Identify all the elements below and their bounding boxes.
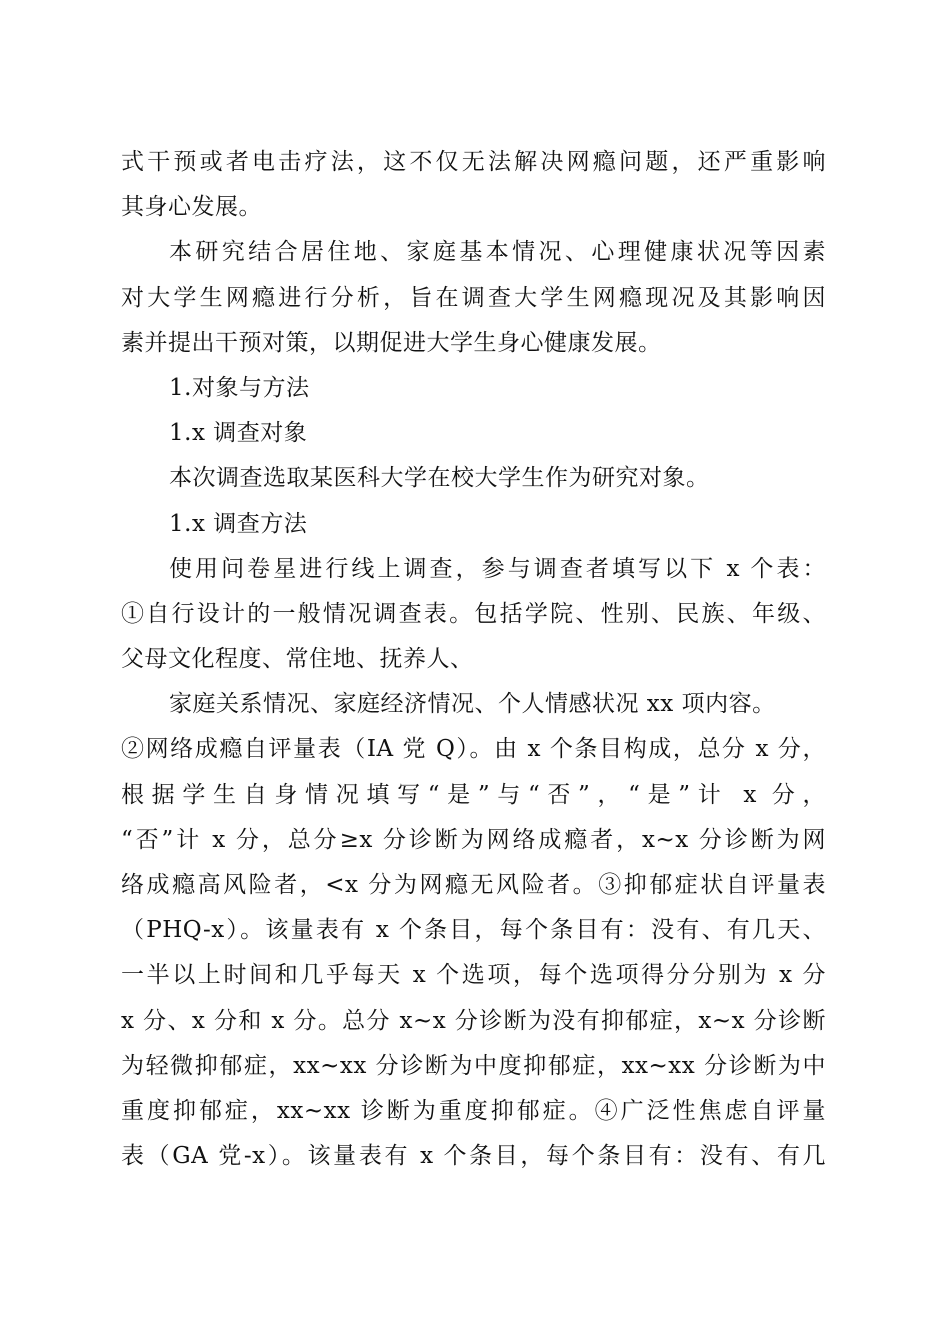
text-line-10: 使用问卷星进行线上调查，参与调查者填写以下 x 个表： xyxy=(169,555,826,582)
text-line-2: 其身心发展。 xyxy=(121,194,262,221)
text-line-3: 本研究结合居住地、家庭基本情况、心理健康状况等因素 xyxy=(169,239,826,266)
text-line-4: 对大学生网瘾进行分析，旨在调查大学生网瘾现况及其影响因 xyxy=(121,284,826,311)
text-line-5: 素并提出干预对策，以期促进大学生身心健康发展。 xyxy=(121,329,662,356)
text-line-22: 重度抑郁症，xx~xx 诊断为重度抑郁症。④广泛性焦虑自评量 xyxy=(121,1097,826,1124)
text-line-18: （PHQ-x）。该量表有 x 个条目，每个条目有：没有、有几天、 xyxy=(121,917,826,944)
text-line-1: 式干预或者电击疗法，这不仅无法解决网瘾问题，还严重影响 xyxy=(121,149,826,175)
text-line-21: 为轻微抑郁症，xx~xx 分诊断为中度抑郁症，xx~xx 分诊断为中 xyxy=(121,1052,826,1079)
text-line-13: 家庭关系情况、家庭经济情况、个人情感状况 xx 项内容。 xyxy=(169,691,776,718)
text-line-14: ②网络成瘾自评量表（IA 党 Q）。由 x 个条目构成，总分 x 分， xyxy=(121,736,826,763)
subsection-heading-subjects: 1.x 调查对象 xyxy=(169,420,308,447)
text-line-19: 一半以上时间和几乎每天 x 个选项，每个选项得分分别为 x 分 xyxy=(121,962,826,989)
body-text xyxy=(121,140,826,1179)
text-line-11: ①自行设计的一般情况调查表。包括学院、性别、民族、年级、 xyxy=(121,600,826,627)
text-line-23: 表（GA 党-x）。该量表有 x 个条目，每个条目有：没有、有几 xyxy=(121,1143,826,1170)
text-line-8: 本次调查选取某医科大学在校大学生作为研究对象。 xyxy=(169,465,710,492)
text-line-16: “否”计 x 分，总分≥x 分诊断为网络成瘾者，x~x 分诊断为网 xyxy=(121,826,826,853)
text-line-12: 父母文化程度、常住地、抚养人、 xyxy=(121,646,474,673)
subsection-heading-procedure: 1.x 调查方法 xyxy=(169,510,308,537)
section-heading-methods: 1.对象与方法 xyxy=(169,374,310,401)
text-line-17: 络成瘾高风险者，<x 分为网瘾无风险者。③抑郁症状自评量表 xyxy=(121,872,826,898)
text-line-20: x 分、x 分和 x 分。总分 x~x 分诊断为没有抑郁症，x~x 分诊断 xyxy=(121,1007,826,1034)
text-line-15: 根据学生自身情况填写“是”与“否”，“是”计 x 分， xyxy=(121,781,826,808)
